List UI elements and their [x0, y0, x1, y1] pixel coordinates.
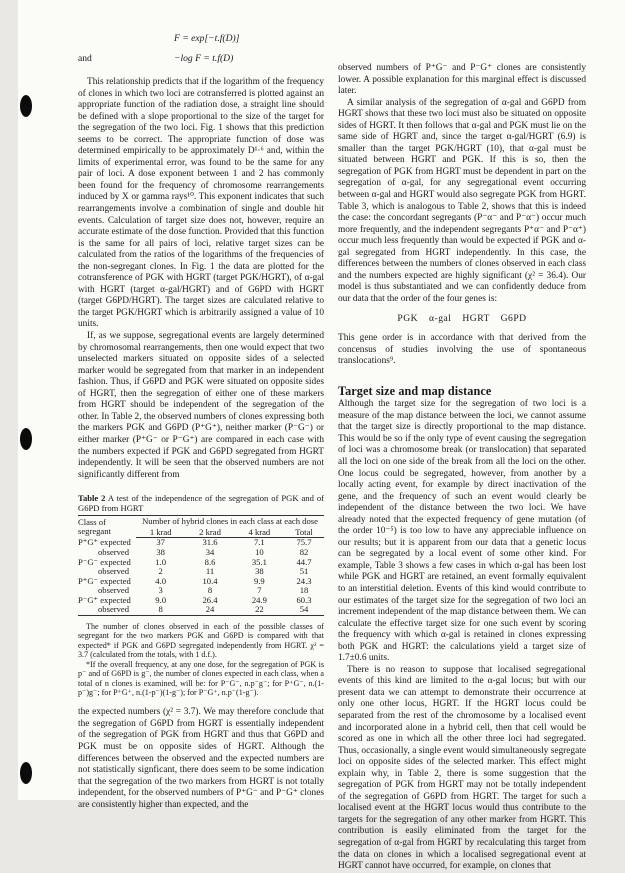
paragraph: observed numbers of P⁺G⁻ and P⁻G⁺ clones are consistently lower. A possible explanation for this marginal effect is discussed later. — [338, 63, 586, 97]
table-cell-class: P⁺G⁻ expected — [78, 575, 131, 586]
table-header-cell: 2 krad — [185, 528, 234, 538]
table-cell: 38 — [255, 566, 264, 577]
journal-page — [18, 0, 625, 872]
table-cell: 44.7 — [296, 556, 312, 567]
punch-hole — [20, 95, 32, 117]
punch-hole — [20, 428, 32, 450]
table-cell: 24.9 — [251, 594, 267, 605]
table-cell-class: P⁻G⁺ expected — [78, 594, 131, 605]
table-cell: 10 — [255, 546, 264, 557]
left-column — [78, 33, 324, 811]
table-cell: 75.7 — [296, 537, 312, 548]
table-cell: 60.3 — [296, 594, 312, 605]
table-row — [78, 605, 324, 615]
table-caption-text: A test of the independence of the segregation of PGK and of G6PD from HGRT — [78, 493, 325, 514]
table-cell: 26.4 — [202, 594, 218, 605]
table-cell-class: observed — [98, 566, 130, 577]
paragraph: This relationship predicts that if the logarithm of the frequency of clones in which two loci are cotransferred is plotted against an appropriate function of the radiation dose, a straight line should be defined with a slope proportional to the size of the target for the segregation of the two loci. Fig. 1 shows that this prediction seems to be correct. The appropriate function of dose was determined empirically to be approximately D¹·⁶ and, within the limits of experimental error, was found to be the same for any pair of loci. A dose exponent between 1 and 2 has commonly been found for the frequency of chromosome rearrangements induced by X or gamma rays¹⁰. This exponent indicates that such rearrangements involve a combination of single and double hit events. Calculation of target size does not, however, require an accurate estimate of the dose function. Provided that this function is the same for all pairs of loci, relative target sizes can be calculated from the ratios of the logarithms of the frequencies of the non-segregant clones. In Fig. 1 the data are plotted for the cotransference of PGK with HGRT (target PGK/HGRT), of α-gal with HGRT (target α-gal/HGRT) and of G6PD with HGRT (target G6PD/HGRT). The target sizes are calculated relative to the target PGK/HGRT which is arbitrarily assigned a value of 10 units. — [78, 77, 324, 330]
table-header-cell: Total — [284, 528, 324, 538]
table-cell: 4.0 — [155, 575, 167, 586]
table-header-class: Class of segregant — [78, 516, 111, 537]
table-cell: 31.6 — [202, 537, 218, 548]
section-heading: Target size and map distance — [338, 383, 492, 398]
table-cell: 18 — [299, 585, 309, 596]
table-cell: 7 — [257, 585, 262, 596]
table-cell: 24 — [205, 604, 215, 615]
right-column — [338, 63, 586, 873]
table-cell: 8 — [158, 604, 163, 615]
equation-2 — [78, 53, 324, 77]
table-cell-class: observed — [98, 546, 130, 557]
paragraph: If, as we suppose, segregational events are largely determined by chromosomal rearrangements, then one would expect that two unselected markers situated on opposite sides of a selected marker would be segregated from that marker in an independent fashion. Thus, if G6PD and PGK were situated on opposite sides of HGRT, then the segregation of either one of these markers from HGRT should be independent of the segregation of the other. In Table 2, the observed numbers of clones expressing both the markers PGK and G6PD (P⁺G⁺), neither marker (P⁻G⁻) or either marker (P⁺G⁻ or P⁻G⁺) are compared in each case with the numbers expected if PGK and G6PD segregated from HGRT independently. It will be seen that the observed numbers are not significantly different from — [78, 331, 324, 480]
table-cell: 2 — [158, 566, 163, 577]
table-cell: 11 — [205, 566, 215, 577]
table-cell: 54 — [299, 604, 309, 615]
footnote: The number of clones observed in each of the possible classes of segregant for the two markers PGK and G6PD is compared with that expected* if PGK and G6PD segregated independently from HGRT. χ² = 3.7 (calculated from the totals, with 1 d.f.). — [78, 622, 324, 660]
punch-hole — [20, 762, 32, 784]
table-cell: 10.4 — [202, 575, 218, 586]
table-cell-class: P⁺G⁺ expected — [78, 536, 131, 547]
equation-1 — [78, 33, 324, 53]
table-cell: 3 — [158, 585, 163, 596]
table-cell: 24.3 — [296, 575, 312, 586]
table-header-cell: 4 krad — [235, 528, 284, 538]
table-cell: 8 — [207, 585, 213, 596]
table-cell: 9.0 — [155, 594, 167, 605]
table-cell: 51 — [299, 566, 309, 577]
table-footnotes — [78, 622, 324, 697]
table-cell: 1.0 — [155, 556, 167, 567]
table-header-cell: 1 krad — [136, 528, 185, 538]
table-label: Table 2 — [78, 493, 106, 504]
footnote: *If the overall frequency, at any one dose, for the segregation of PGK is p⁻ and of G6PD is g⁻, the number of clones expected in each class, when a total of n clones is examined, will be: for P⁻G⁻, n.p⁻g⁻; for P⁺G⁻, n.(1-p⁻)g⁻; for P⁺G⁺, n.(1-p⁻)(1-g⁻); for P⁻G⁺, n.p⁻(1-g⁻). — [78, 659, 324, 697]
table-cell-class: P⁻G⁻ expected — [78, 556, 131, 567]
table-cell: 9.9 — [253, 575, 265, 586]
table-cell: 35.1 — [251, 556, 267, 567]
paragraph: A similar analysis of the segregation of α-gal and G6PD from HGRT shows that these two loci must also be situated on opposite sides of HGRT. It then follows that α-gal and PGK must lie on the same side of HGRT and, since the target α-gal/HGRT (6.9) is smaller than the target PGK/HGRT (10), that α-gal must be situated between HGRT and PGK. If this is so, then the segregation of PGK from HGRT must be dependent in part on the segregation of α-gal, for any segregational event occurring between α-gal and HGRT would also segregate PGK from HGRT. Table 3, which is analogous to Table 2, shows that this is indeed the case: the concordant segregants (P⁻α⁻ and P⁻α⁻) occur much more frequently, and the independent segregants P⁺α⁻ and P⁻α⁺) occur much less frequently than would be expected if PGK and α-gal segregated from HGRT independently. In this case, the differences between the numbers of clones observed in each class and the numbers expected are highly significant (χ² = 36.4). Our model is thus substantiated and we can confidently deduce from our data that the order of the four genes is: — [338, 97, 586, 304]
and-word: and — [78, 53, 92, 64]
equation-text: F = exp[−t.f(D)] — [174, 33, 240, 44]
table-cell: 34 — [205, 546, 215, 557]
table-cell: 37 — [156, 537, 165, 548]
table-cell: 22 — [255, 604, 264, 615]
table-cell: 38 — [156, 546, 165, 557]
gene-order: PGK α-gal HGRT G6PD — [397, 313, 527, 325]
table-cell-class: observed — [98, 585, 130, 596]
table-cell-class: observed — [98, 604, 130, 615]
table-header-group: Number of hybrid clones in each class at each dose — [142, 516, 318, 527]
table-caption — [78, 493, 324, 513]
equation-text: −log F = t.f(D) — [174, 53, 234, 64]
table-header-row — [78, 516, 324, 528]
table-body — [78, 538, 324, 616]
table-2 — [78, 515, 324, 616]
table-cell: 7.1 — [253, 537, 265, 548]
paragraph: This gene order is in accordance with that derived from the concensus of studies involving the use of spontaneous translocations⁹. — [338, 333, 586, 367]
table-cell: 82 — [299, 546, 309, 557]
paragraph: Although the target size for the segregation of two loci is a measure of the map distance between the loci, we cannot assume that the target size is directly proportional to the map distance. This would be so if the only type of event causing the segregation of loci was a chromosome break (or translocation) that separated all the loci on one side of the break from all the loci on the other. One locus could be segregated, however, from another by a locally acting event, for example by direct inactivation of the gene, and the frequency of such an event would clearly be independent of the distance between the two loci. We have already noted that the expected frequency of gene mutation (of the order 10⁻⁵) is too low to have any appreciable influence on our results; but it is apparent from our data that a genetic locus can be segregated by a local event of some other kind. For example, Table 3 shows a few cases in which α-gal has been lost while PGK and HGRT are retained, an event formally equivalent to an interstitial deletion. Events of this kind would contribute to our estimates of the target size for the segregation of two loci an increment independent of the map distance between them. We can calculate the effective target size for one such event by scoring the frequency with which α-gal is retained in clones expressing both PGK and HGRT: the calculations yield a target size of 1.7±0.6 units. — [338, 399, 586, 664]
paragraph: There is no reason to suppose that localised segregational events of this kind are limited to the α-gal locus; but with our present data we can attempt to demonstrate their occurrence at only one other locus, HGRT. If the HGRT locus could be separated from the rest of the chromosome by a localised event and incorporated alone in a hybrid cell, then that cell would be scored as one in which all the other three loci had segregated. Thus, occasionally, a single event would simultaneously segregate loci on opposite sides of the selected marker. This effect might explain why, in Table 2, there is some suggestion that the segregation of PGK from HGRT may not be totally independent of the segregation of G6PD from HGRT. The target for such a localised event at the HGRT locus would thus contribute to the targets for the segregation of any other marker from HGRT. This contribution is easily eliminated from the target for the segregation of α-gal from HGRT by recalculating this target from the data on clones in which a localised segregational event at HGRT cannot have occurred, for example, on clones that — [338, 664, 586, 872]
table-cell: 8.6 — [204, 556, 216, 567]
paragraph: the expected numbers (χ² = 3.7). We may therefore conclude that the segregation of G6PD from HGRT is essentially independent of the segregation of PGK from HGRT and thus that G6PD and PGK must be on opposite sides of HGRT. Although the differences between the observed and the expected numbers are not statistically signficant, there does seem to be some indication that the segregation of the two markers from HGRT is not totally independent, for the observed numbers of P⁺G⁻ and P⁻G⁺ clones are consistently higher than expected, and the — [78, 707, 325, 810]
